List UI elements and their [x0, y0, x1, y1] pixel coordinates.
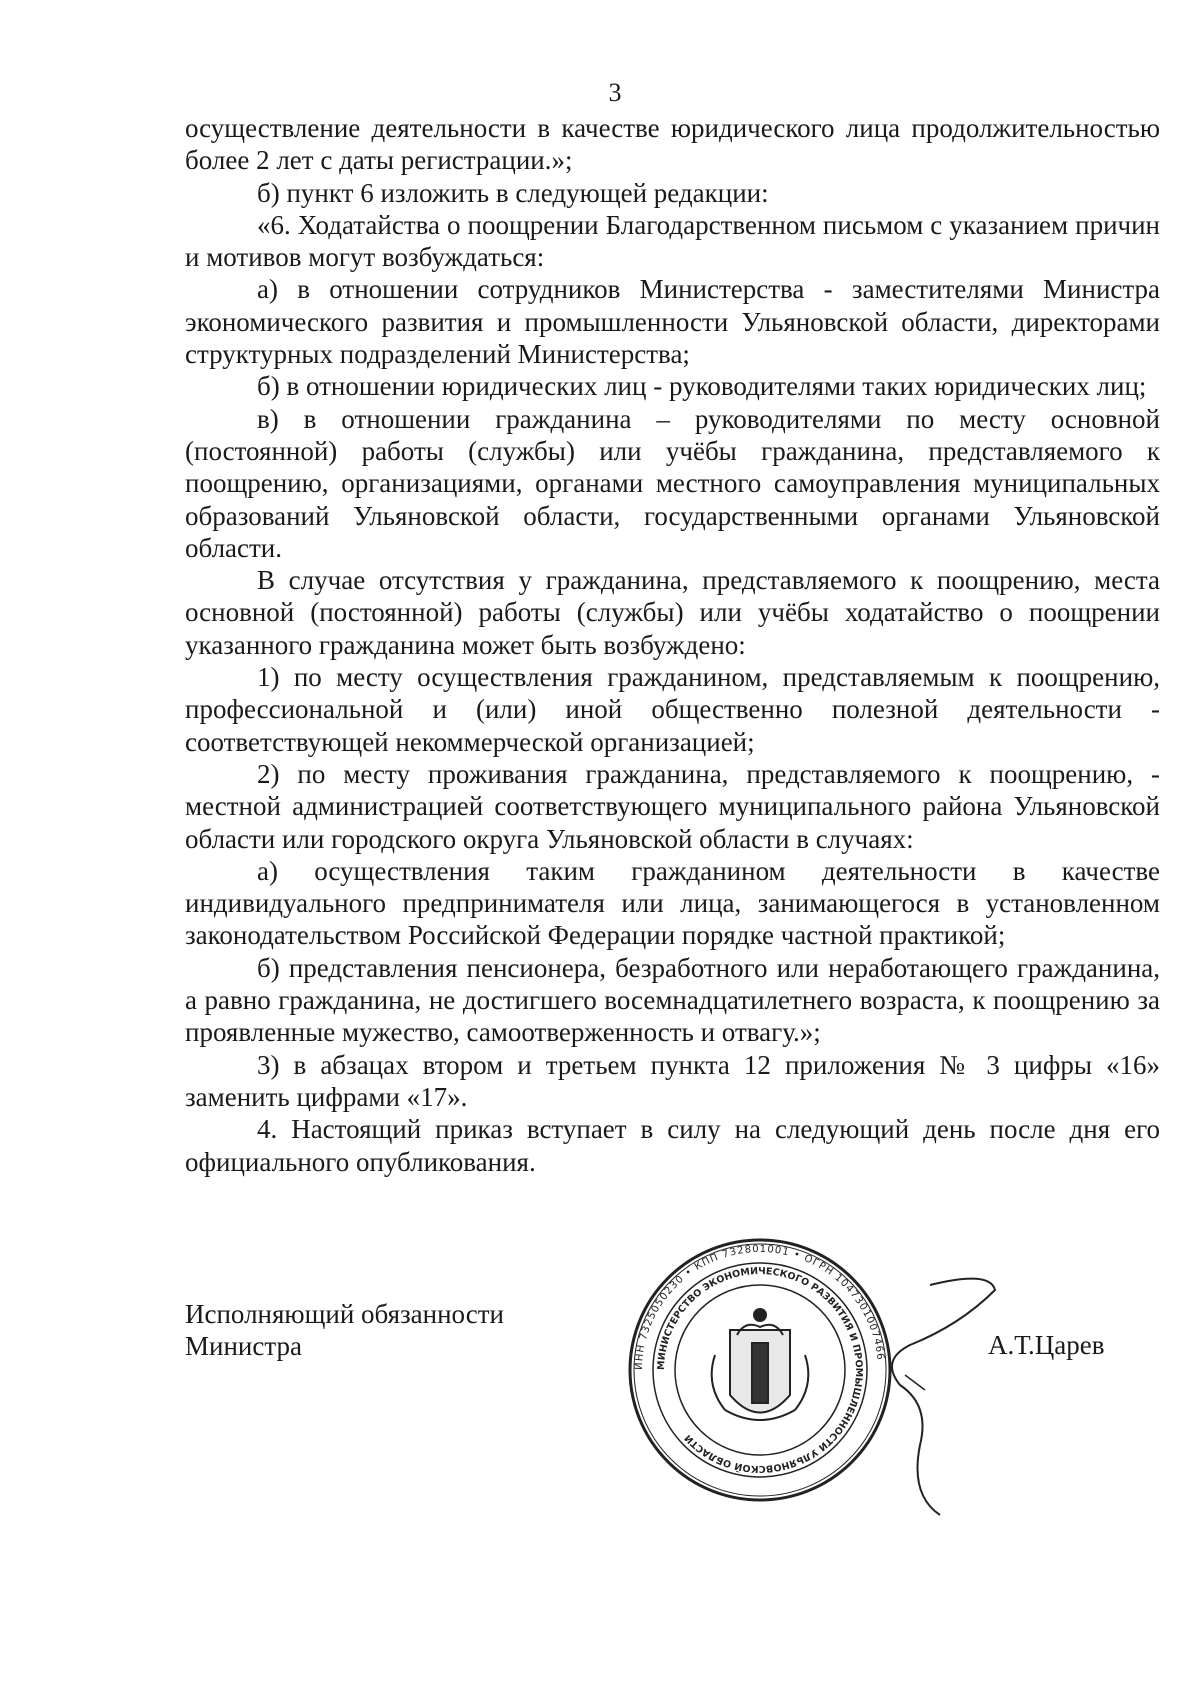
paragraph-case-2a: а) осуществления таким гражданином деятельности в качестве индивидуального предпринимателя или лица, занимающегося в установленном законодательством Российской Федерации порядке частной практикой; — [185, 855, 1160, 951]
seal-inner-text: МИНИСТЕРСТВО ЭКОНОМИЧЕСКОГО РАЗВИТИЯ И ПРОМЫШЛЕННОСТИ УЛЬЯНОВСКОЙ ОБЛАСТИ — [655, 1265, 865, 1475]
signer-title-line2: Министра — [185, 1331, 302, 1361]
paragraph-item-3: 3) в абзацах втором и третьем пункта 12 приложения № 3 цифры «16» заменить цифрами «17». — [185, 1049, 1160, 1112]
seal-outer-text: ИНН 7325050230 • КПП 732801001 • ОГРН 1047301007466 — [633, 1243, 886, 1371]
paragraph-subitem-v: в) в отношении гражданина – руководителями по месту основной (постоянной) работы (службы) или учёбы гражданина, представляемого к поощрению, организациями, органами местного самоуправления муниципальных образований Ульяновской области, государственными органами Ульяновской области. — [185, 403, 1160, 563]
paragraph-subitem-b: б) в отношении юридических лиц - руководителями таких юридических лиц; — [257, 371, 1147, 402]
signature-block — [185, 1298, 504, 1362]
handwritten-signature — [870, 1265, 1000, 1525]
official-seal — [625, 1235, 895, 1505]
paragraph-point-6: «6. Ходатайства о поощрении Благодарственном письмом с указанием причин и мотивов могут возбуждаться: — [185, 209, 1160, 273]
paragraph-continuation: осуществление деятельности в качестве юридического лица продолжительностью более 2 лет с даты регистрации.»; — [185, 113, 1160, 176]
paragraph-item-4: 4. Настоящий приказ вступает в силу на следующий день после дня его официального опубликования. — [185, 1114, 1160, 1177]
page-number: 3 — [608, 78, 622, 107]
signer-name: А.Т.Царев — [988, 1330, 1105, 1360]
paragraph-item-b-intro: б) пункт 6 изложить в следующей редакции: — [257, 177, 769, 208]
paragraph-subitem-a: а) в отношении сотрудников Министерства - заместителями Министра экономического развития и промышленности Ульяновской области, директорами структурных подразделений Министерства; — [185, 274, 1160, 370]
signer-title-line1: Исполняющий обязанности — [185, 1299, 504, 1329]
paragraph-case-1: 1) по месту осуществления гражданином, представляемым к поощрению, профессиональной и (или) иной общественно полезной деятельности - соответствующей некоммерческой организацией; — [185, 662, 1160, 757]
paragraph-absence-case: В случае отсутствия у гражданина, представляемого к поощрению, места основной (постоянной) работы (службы) или учёбы ходатайство о поощрении указанного гражданина может быть возбуждено: — [185, 565, 1160, 660]
document-body — [185, 112, 1160, 1178]
paragraph-case-2b: б) представления пенсионера, безработного или неработающего гражданина, а равно гражданина, не достигшего восемнадцатилетнего возраста, к поощрению за проявленные мужество, самоотверженность и отвагу.»; — [185, 952, 1160, 1048]
paragraph-case-2: 2) по месту проживания гражданина, представляемого к поощрению, - местной администрацией соответствующего муниципального района Ульяновской области или городского округа Ульяновской области в случаях: — [185, 758, 1160, 854]
coat-of-arms-emblem — [712, 1309, 809, 1420]
